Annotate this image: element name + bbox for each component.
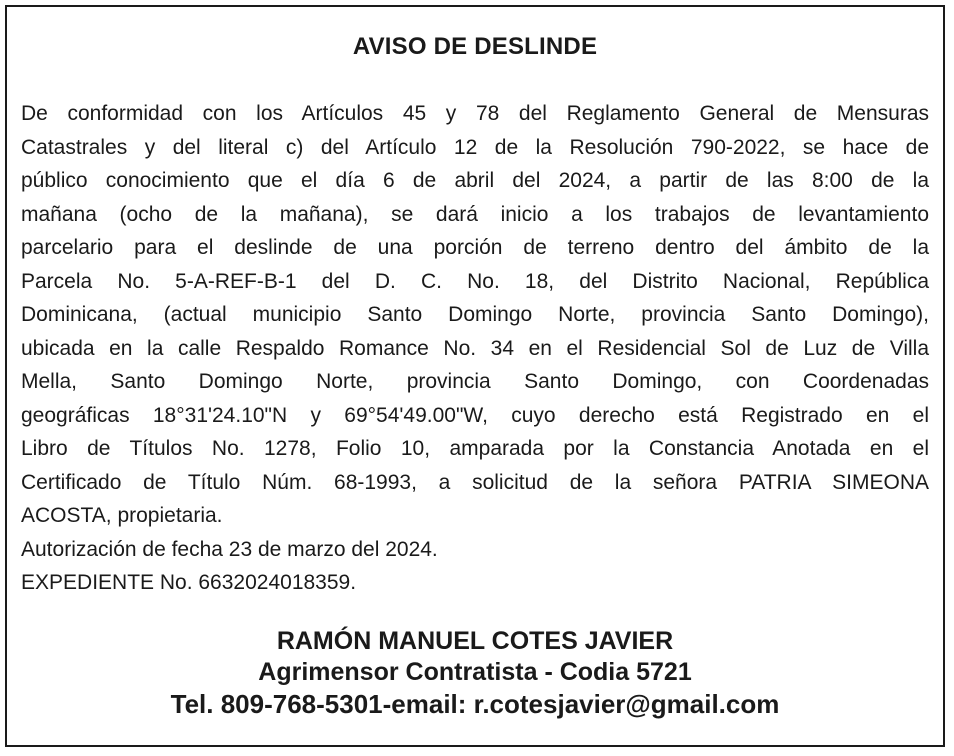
- body-line: Mella, Santo Domingo Norte, provincia Santo Domingo, con Coordenadas: [21, 370, 929, 393]
- authorization-line: Autorización de fecha 23 de marzo del 2024.: [21, 537, 438, 561]
- body-line: ACOSTA, propietaria.: [21, 504, 223, 527]
- body-line: mañana (ocho de la mañana), se dará inicio a los trabajos de levantamiento: [21, 202, 929, 226]
- body-line: parcelario para el deslinde de una porción de terreno dentro del ámbito de la: [21, 236, 929, 259]
- body-line: Certificado de Título Núm. 68-1993, a solicitud de la señora PATRIA SIMEONA: [21, 470, 929, 494]
- body-line: público conocimiento que el día 6 de abril del 2024, a partir de las 8:00 de la: [21, 169, 929, 192]
- body-line: ubicada en la calle Respaldo Romance No. 34 en el Residencial Sol de Luz de Villa: [21, 336, 929, 360]
- notice-box: [5, 5, 945, 747]
- notice-body: [21, 97, 929, 600]
- body-line: De conformidad con los Artículos 45 y 78 del Reglamento General de Mensuras: [21, 102, 929, 125]
- signature-contact: Tel. 809-768-5301-email: r.cotesjavier@gmail.com: [170, 689, 780, 719]
- signature-role: Agrimensor Contratista - Codia 5721: [258, 658, 692, 686]
- body-line: geográficas 18°31'24.10"N y 69°54'49.00"W, cuyo derecho está Registrado en el: [21, 403, 929, 427]
- body-line: Dominicana, (actual municipio Santo Domingo Norte, provincia Santo Domingo),: [21, 303, 929, 326]
- signature-name: RAMÓN MANUEL COTES JAVIER: [276, 627, 674, 655]
- notice-title: AVISO DE DESLINDE: [352, 33, 598, 60]
- expediente-line: EXPEDIENTE No. 6632024018359.: [21, 571, 357, 594]
- body-line: Catastrales y del literal c) del Artículo 12 de la Resolución 790-2022, se hace de: [21, 135, 929, 159]
- body-line: Parcela No. 5-A-REF-B-1 del D. C. No. 18, del Distrito Nacional, República: [21, 269, 929, 293]
- body-line: Libro de Títulos No. 1278, Folio 10, amparada por la Constancia Anotada en el: [21, 437, 929, 460]
